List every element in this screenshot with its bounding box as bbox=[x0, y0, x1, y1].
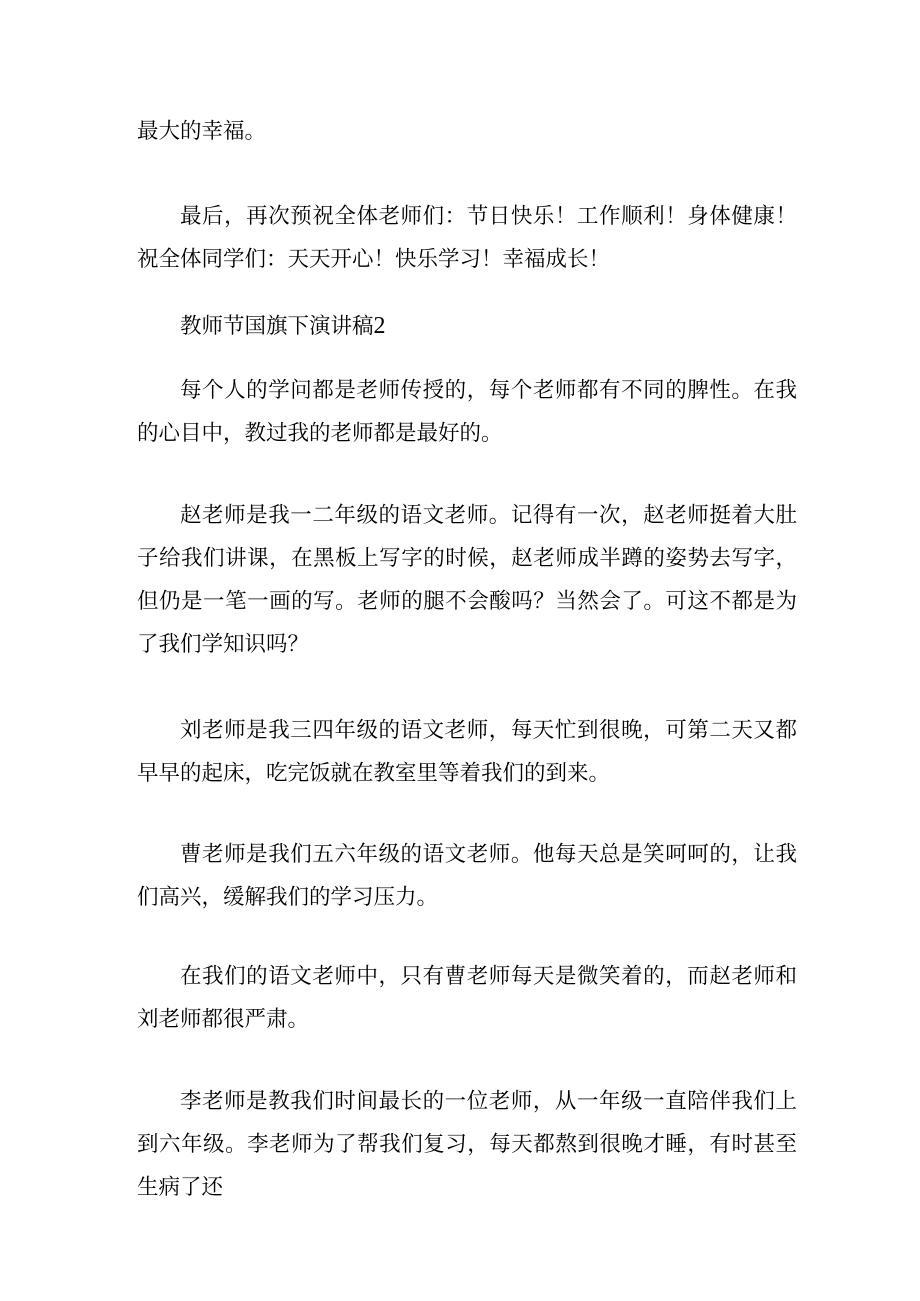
paragraph-teacher-li: 李老师是教我们时间最长的一位老师，从一年级一直陪伴我们上到六年级。李老师为了帮我们复习，每天都熬到很晚才睡，有时甚至生病了还 bbox=[137, 1089, 797, 1200]
section-heading-title: 教师节国旗下演讲稿 bbox=[180, 314, 374, 339]
paragraph-continuation: 最大的幸福。 bbox=[137, 119, 267, 144]
paragraph-intro-teachers: 每个人的学问都是老师传授的，每个老师都有不同的脾性。在我的心目中，教过我的老师都是最好的。 bbox=[137, 378, 797, 446]
section-heading-number: 2 bbox=[373, 313, 386, 339]
paragraph-teacher-liu: 刘老师是我三四年级的语文老师，每天忙到很晚，可第二天又都早早的起床，吃完饭就在教室里等着我们的到来。 bbox=[137, 718, 797, 786]
paragraph-teacher-zhao: 赵老师是我一二年级的语文老师。记得有一次，赵老师挺着大肚子给我们讲课，在黑板上写字的时候，赵老师成半蹲的姿势去写字，但仍是一笔一画的写。老师的腿不会酸吗？当然会了。可这不都是为了我们学知识吗？ bbox=[137, 503, 797, 657]
paragraph-teachers-compare: 在我们的语文老师中，只有曹老师每天是微笑着的，而赵老师和刘老师都很严肃。 bbox=[137, 964, 797, 1032]
paragraph-closing-wishes: 最后，再次预祝全体老师们：节日快乐！工作顺利！身体健康！祝全体同学们：天天开心！快乐学习！幸福成长！ bbox=[137, 204, 797, 272]
section-heading bbox=[180, 305, 386, 348]
paragraph-teacher-cao: 曹老师是我们五六年级的语文老师。他每天总是笑呵呵的，让我们高兴，缓解我们的学习压力。 bbox=[137, 842, 797, 910]
